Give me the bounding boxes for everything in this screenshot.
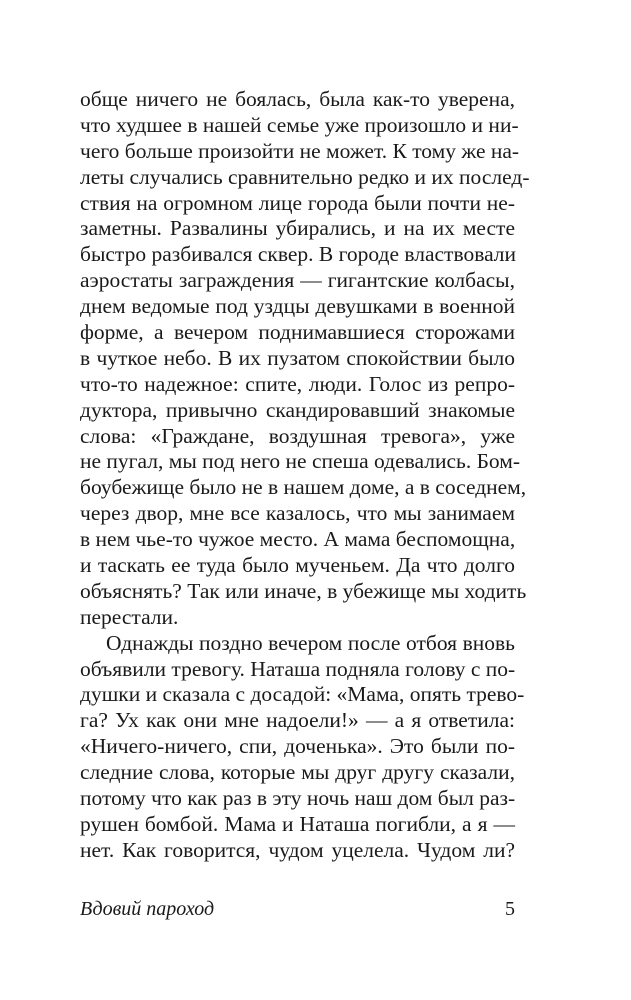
text-line: в чуткое небо. В их пузатом спокойствии было bbox=[80, 345, 515, 370]
text-line: Однажды поздно вечером после отбоя вновь bbox=[106, 630, 515, 655]
text-line: днем ведомые под уздцы девушками в военной bbox=[80, 294, 515, 319]
text-line: дуктора, привычно скандировавший знакомые bbox=[80, 397, 515, 422]
text-line: нет. Как говорится, чудом уцелела. Чудом ли? bbox=[80, 837, 515, 862]
text-line: быстро разбивался сквер. В городе властвовали bbox=[80, 242, 517, 267]
text-line: обще ничего не боялась, была как-то уверена, bbox=[80, 87, 515, 111]
text-line: и таскать ее туда было мученьем. Да что долго bbox=[80, 553, 515, 578]
text-line: потому что как раз в эту ночь наш дом был раз- bbox=[80, 786, 516, 811]
text-line: объяснять? Так или иначе, в убежище мы ходить bbox=[80, 578, 527, 603]
text-line: боубежище было не в нашем доме, а в соседнем, bbox=[80, 475, 527, 500]
text-line: в нем чье-то чужое место. А мама беспомощна, bbox=[80, 527, 516, 552]
text-line: чего больше произойти не может. К тому же на- bbox=[80, 138, 520, 163]
text-line: рушен бомбой. Мама и Наташа погибли, а я — bbox=[80, 811, 515, 836]
text-line: не пугал, мы под него не спеша одевались. Бом- bbox=[80, 449, 521, 474]
text-line: форме, а вечером поднимавшиеся сторожами bbox=[80, 320, 515, 345]
text-line: объявили тревогу. Наташа подняла голову с по- bbox=[80, 656, 516, 681]
text-line: «Ничего-ничего, спи, доченька». Это были по- bbox=[80, 734, 515, 759]
text-line: через двор, мне все казалось, что мы занимаем bbox=[80, 501, 515, 526]
text-line: перестали. bbox=[80, 604, 179, 629]
text-line: леты случались сравнительно редко и их послед- bbox=[80, 164, 530, 189]
page-footer bbox=[80, 898, 515, 921]
page-body-text bbox=[80, 87, 530, 864]
text-line: га? Ух как они мне надоели!» — а я ответила: bbox=[80, 708, 515, 733]
page-number: 5 bbox=[505, 898, 515, 920]
text-line: следние слова, которые мы друг другу сказали, bbox=[80, 760, 515, 785]
text-line: душки и сказала с досадой: «Мама, опять трево- bbox=[80, 682, 525, 707]
text-line: аэростаты заграждения — гигантские колбасы, bbox=[80, 268, 515, 293]
text-line: что худшее в нашей семье уже произошло и ни- bbox=[80, 112, 519, 137]
text-line: слова: «Граждане, воздушная тревога», уже bbox=[80, 423, 515, 448]
text-line: что-то надежное: спите, люди. Голос из репро- bbox=[80, 371, 515, 396]
text-line: заметны. Развалины убирались, и на их месте bbox=[80, 216, 515, 241]
text-line: ствия на огромном лице города были почти не- bbox=[80, 190, 515, 215]
running-title: Вдовий пароход bbox=[80, 898, 215, 920]
